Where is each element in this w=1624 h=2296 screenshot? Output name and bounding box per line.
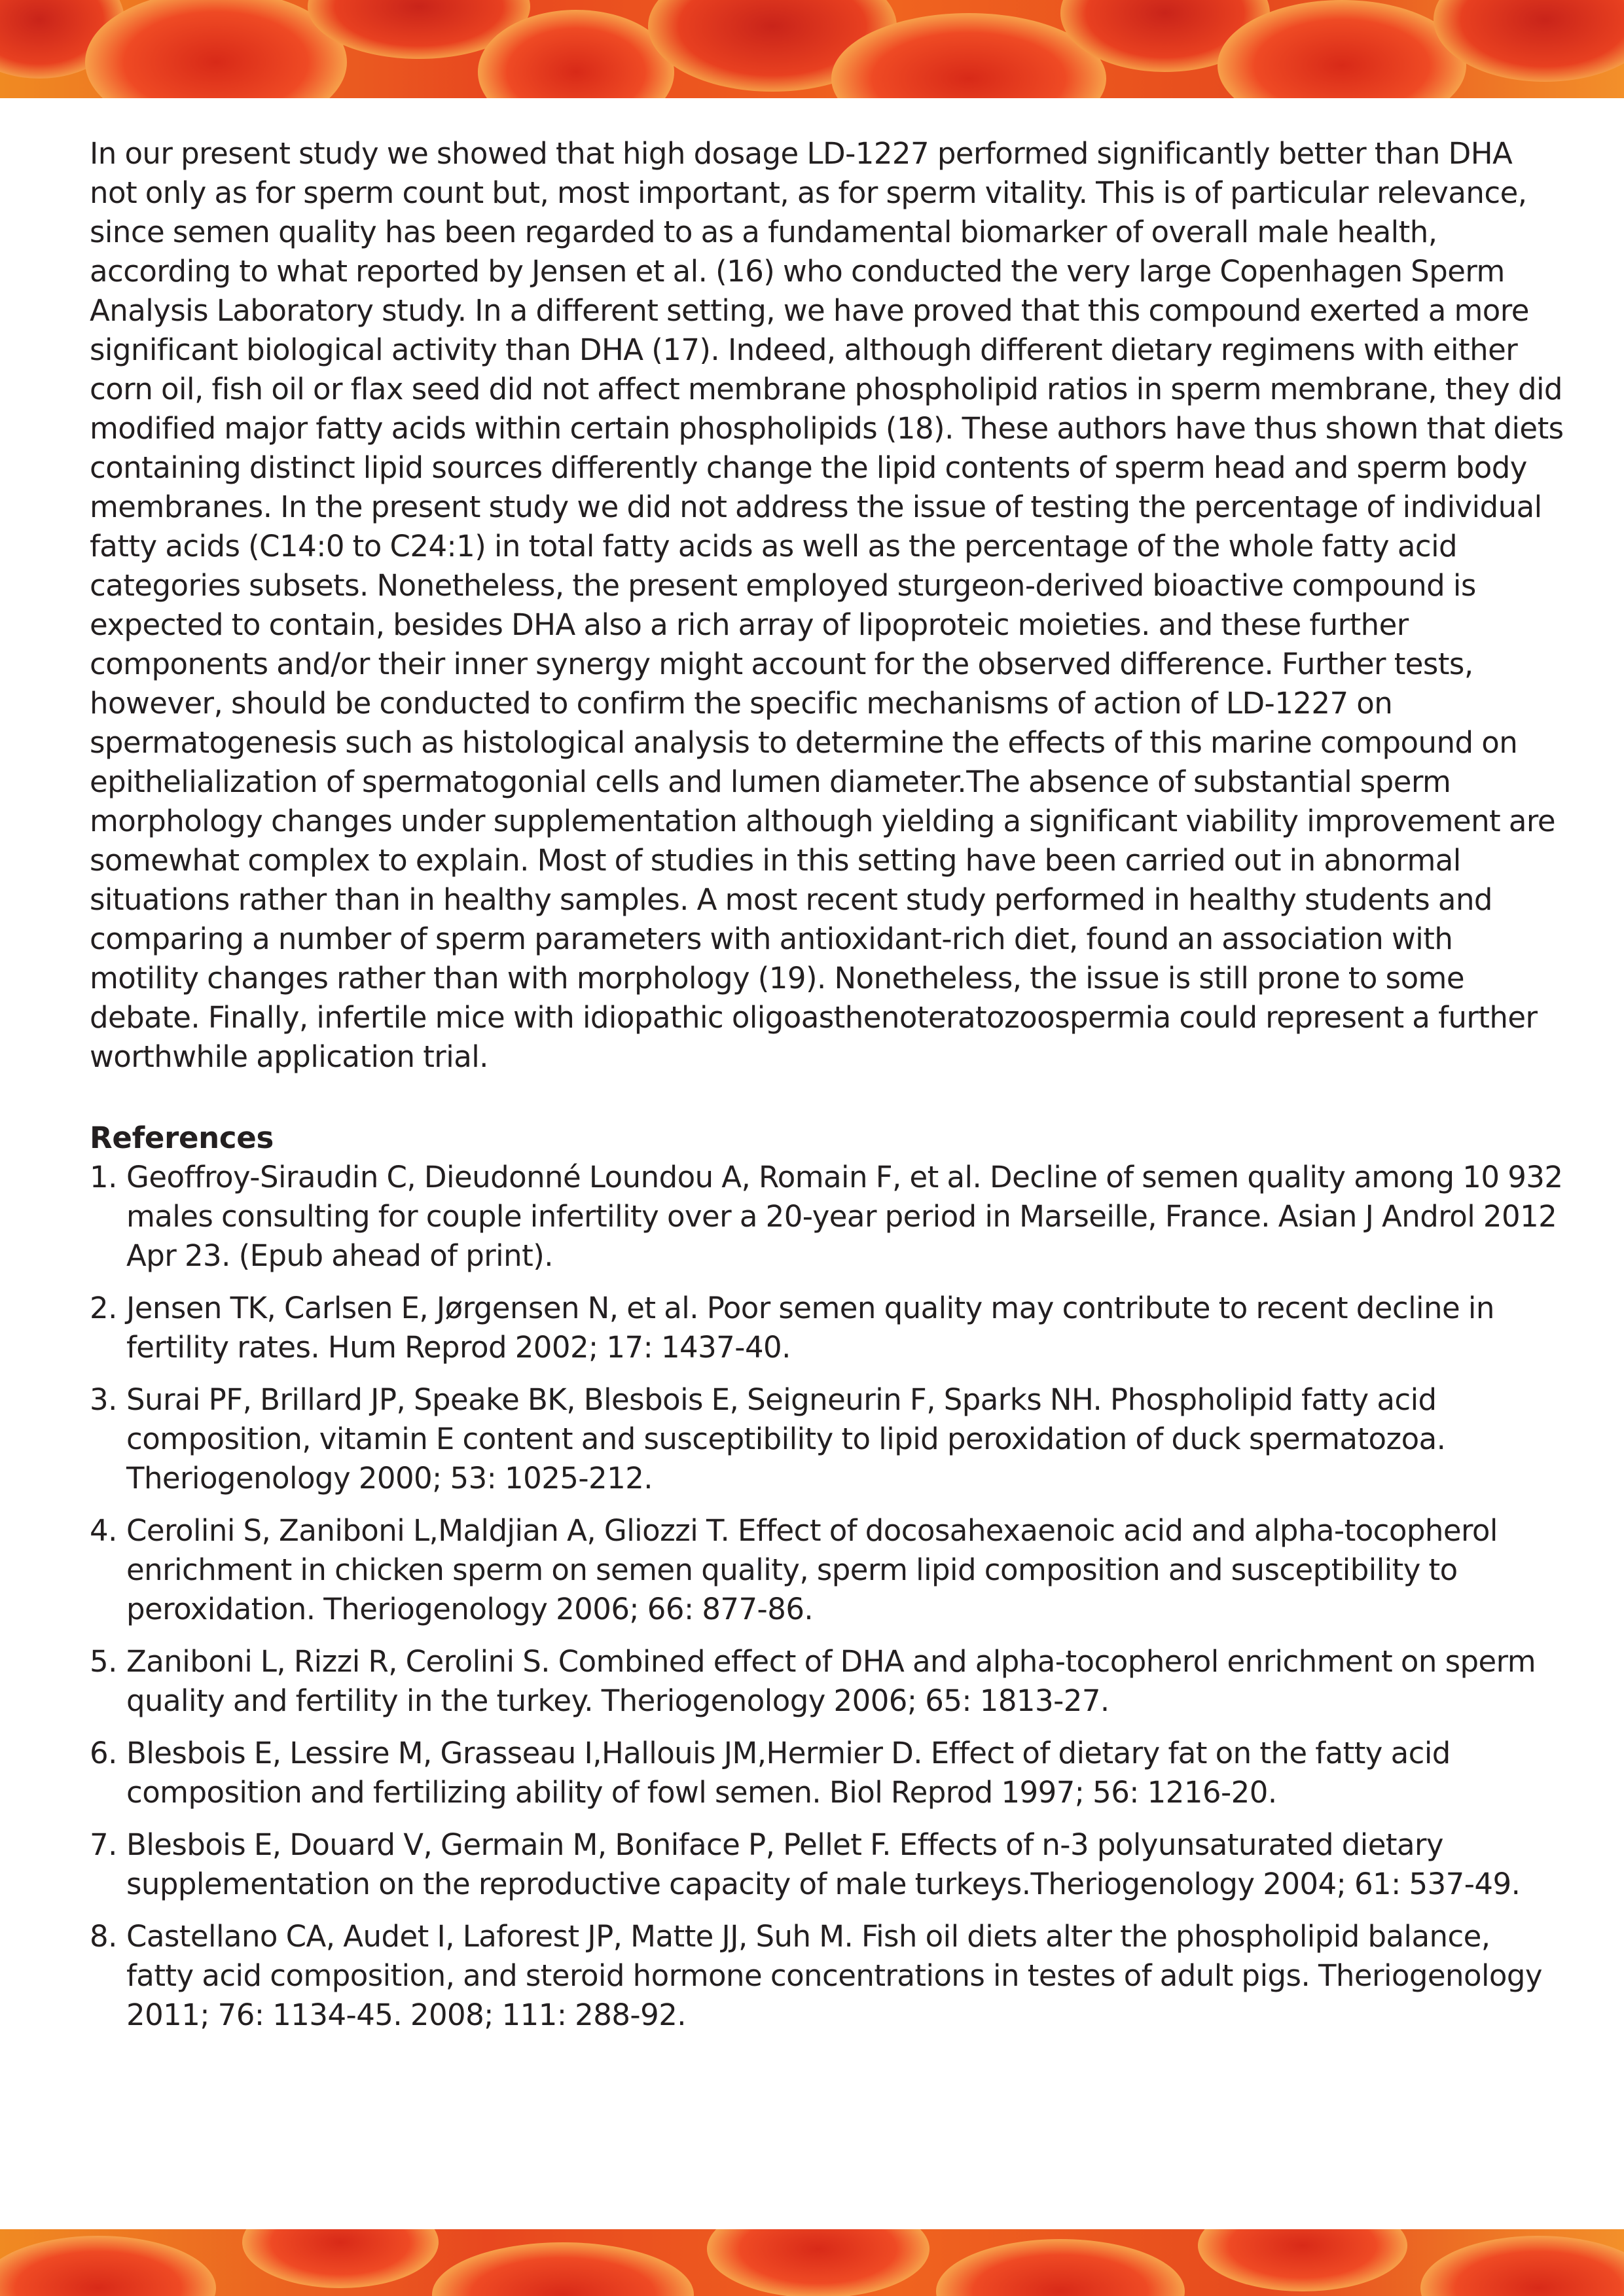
blood-cells-decoration-top (0, 0, 1624, 98)
reference-text: Cerolini S, Zaniboni L,Maldjian A, Gliozzi T. Effect of docosahexaenoic acid and alpha-tocopherol enrichment in chicken sperm on semen quality, sperm lipid composition and susceptibility to peroxidation. Theriogenology 2006; 66: 877-86. (126, 1513, 1498, 1626)
reference-text: Blesbois E, Lessire M, Grasseau I,Hallouis JM,Hermier D. Effect of dietary fat on the fatty acid composition and fertilizing ability of fowl semen. Biol Reprod 1997; 56: 1216-20. (126, 1736, 1451, 1810)
reference-item (90, 1825, 1564, 1904)
reference-text: Geoffroy-Siraudin C, Dieudonné Loundou A, Romain F, et al. Decline of semen quality among 10 932 males consulting for couple infertility over a 20-year period in Marseille, France. Asian J Androl 2012 Apr 23. (Epub ahead of print). (126, 1160, 1563, 1273)
reference-number: 1. (90, 1160, 117, 1194)
reference-number: 2. (90, 1291, 117, 1325)
reference-text: Castellano CA, Audet I, Laforest JP, Matte JJ, Suh M. Fish oil diets alter the phospholipid balance, fatty acid composition, and steroid hormone concentrations in testes of adult pigs. Theriogenology 2011; 76: 1134-45. 2008; 111: 288-92. (126, 1919, 1543, 2032)
references-list (90, 1158, 1564, 2035)
reference-number: 8. (90, 1919, 117, 1954)
reference-number: 7. (90, 1827, 117, 1862)
reference-number: 3. (90, 1382, 117, 1417)
reference-number: 6. (90, 1736, 117, 1770)
reference-text: Zaniboni L, Rizzi R, Cerolini S. Combined effect of DHA and alpha-tocopherol enrichment on sperm quality and fertility in the turkey. Theriogenology 2006; 65: 1813-27. (126, 1644, 1536, 1718)
page-content (90, 134, 1564, 2048)
top-banner (0, 0, 1624, 98)
reference-item (90, 1917, 1564, 2035)
reference-number: 4. (90, 1513, 117, 1548)
references-heading: References (90, 1121, 274, 1155)
blood-cells-decoration-bottom (0, 2229, 1624, 2296)
reference-number: 5. (90, 1644, 117, 1679)
reference-item (90, 1642, 1564, 1721)
reference-text: Jensen TK, Carlsen E, Jørgensen N, et al. Poor semen quality may contribute to recent decline in fertility rates. Hum Reprod 2002; 17: 1437-40. (126, 1291, 1494, 1365)
reference-item (90, 1511, 1564, 1629)
reference-item (90, 1289, 1564, 1367)
reference-item (90, 1380, 1564, 1498)
body-paragraph: In our present study we showed that high dosage LD-1227 performed significantly better than DHA not only as for sperm count but, most important, as for sperm vitality. This is of particular relevance, since semen quality has been regarded to as a fundamental biomarker of overall male health, according to what reported by Jensen et al. (16) who conducted the very large Copenhagen Sperm Analysis Laboratory study. In a different setting, we have proved that this compound exerted a more significant biological activity than DHA (17). Indeed, although different dietary regimens with either corn oil, fish oil or flax seed did not affect membrane phospholipid ratios in sperm membrane, they did modified major fatty acids within certain phospholipids (18). These authors have thus shown that diets containing distinct lipid sources differently change the lipid contents of sperm head and sperm body membranes. In the present study we did not address the issue of testing the percentage of individual fatty acids (C14:0 to C24:1) in total fatty acids as well as the percentage of the whole fatty acid categories subsets. Nonetheless, the present employed sturgeon-derived bioactive compound is expected to contain, besides DHA also a rich array of lipoproteic moieties. and these further components and/or their inner synergy might account for the observed difference. Further tests, however, should be conducted to confirm the specific mechanisms of action of LD-1227 on spermatogenesis such as histological analysis to determine the effects of this marine compound on epithelialization of spermatogonial cells and lumen diameter.The absence of substantial sperm morphology changes under supplementation although yielding a significant viability improvement are somewhat complex to explain. Most of studies in this setting have been carried out in abnormal situations rather than in healthy samples. A most recent study performed in healthy students and comparing a number of sperm parameters with antioxidant-rich diet, found an association with motility changes rather than with morphology (19). Nonetheless, the issue is still prone to some debate. Finally, infertile mice with idiopathic oligoasthenoteratozoospermia could represent a further worthwhile application trial. (90, 136, 1564, 1074)
reference-item (90, 1158, 1564, 1276)
reference-text: Blesbois E, Douard V, Germain M, Boniface P, Pellet F. Effects of n-3 polyunsaturated dietary supplementation on the reproductive capacity of male turkeys.Theriogenology 2004; 61: 537-49. (126, 1827, 1521, 1901)
reference-text: Surai PF, Brillard JP, Speake BK, Blesbois E, Seigneurin F, Sparks NH. Phospholipid fatty acid composition, vitamin E content and susceptibility to lipid peroxidation of duck spermatozoa. Theriogenology 2000; 53: 1025-212. (126, 1382, 1446, 1496)
bottom-banner (0, 2229, 1624, 2296)
reference-item (90, 1734, 1564, 1812)
